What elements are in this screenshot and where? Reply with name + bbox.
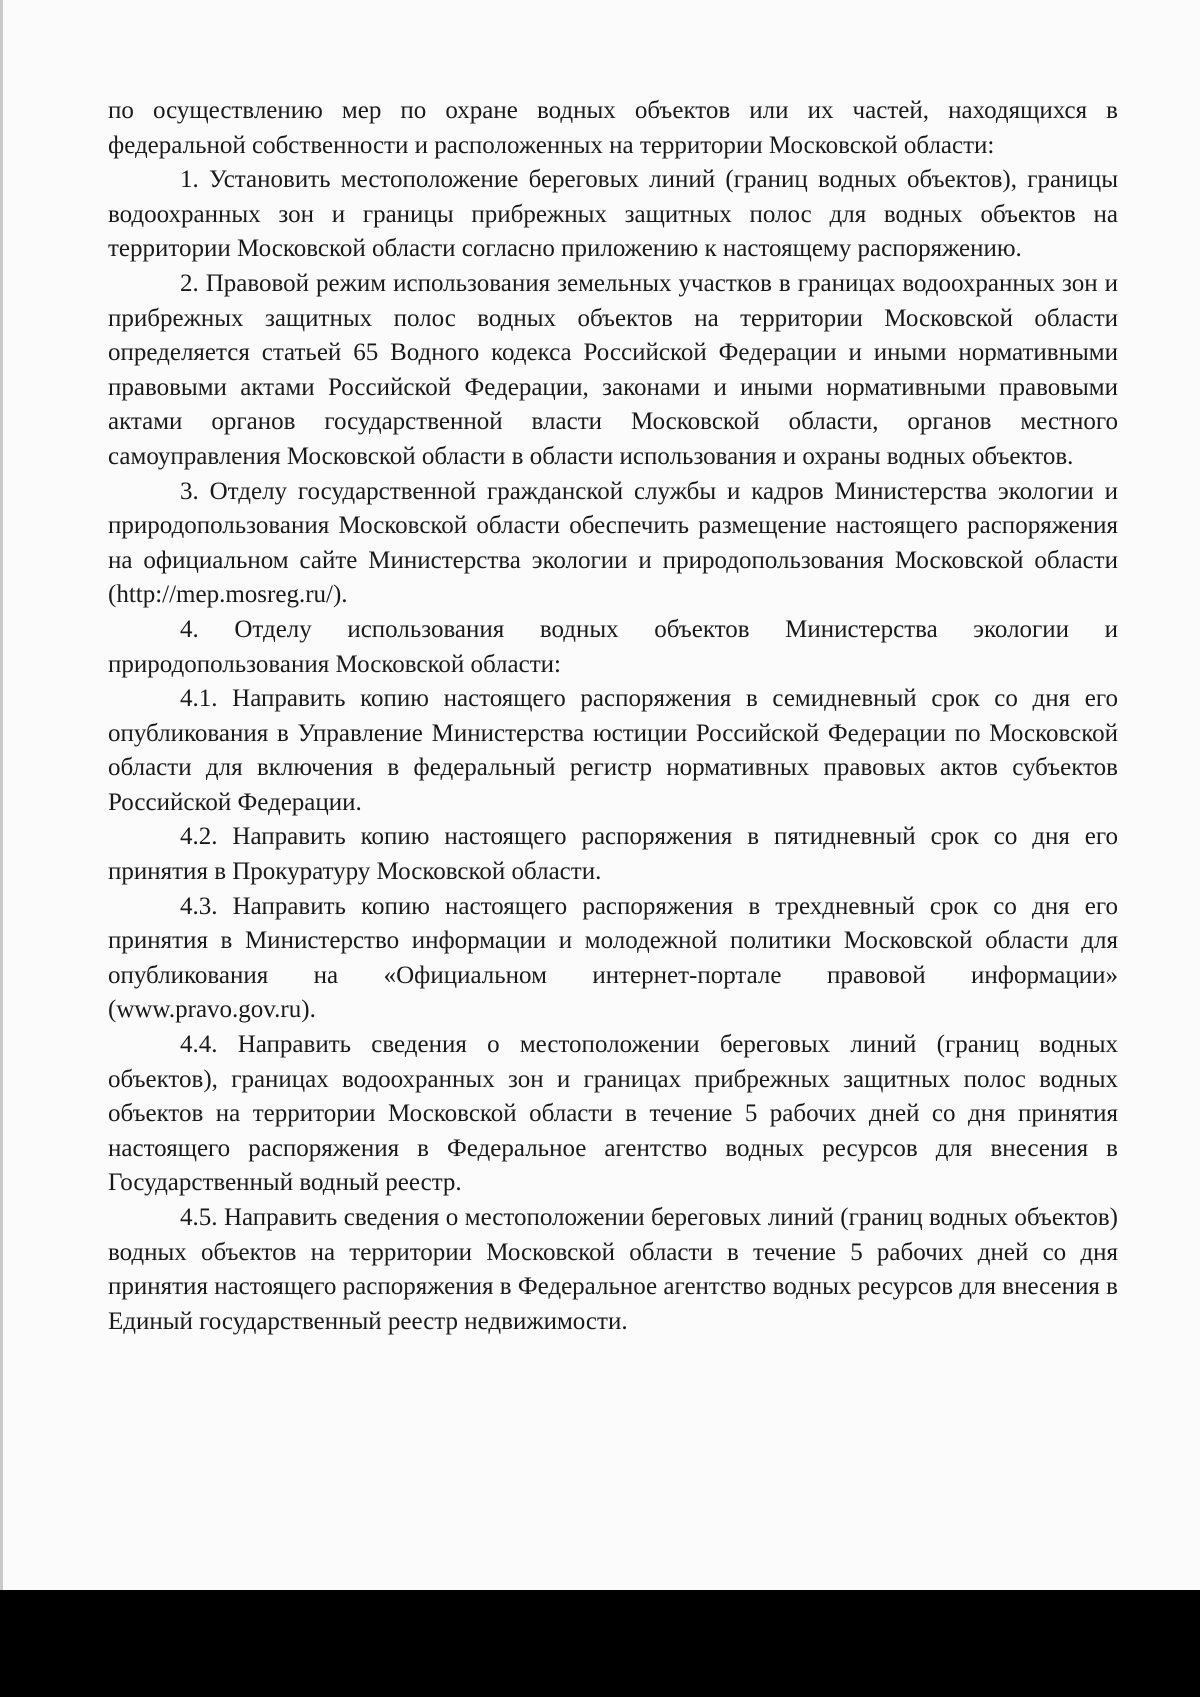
paragraph-4-4: 4.4. Направить сведения о местоположении береговых линий (границ водных объектов), границах водоохранных зон и границах прибрежных защитных полос водных объектов на территории Московской области в течение 5 рабочих дней со дня принятия настоящего распоряжения в Федеральное агентство водных ресурсов для внесения в Государственный водный реестр. (108, 1031, 1118, 1197)
intro-paragraph: по осуществлению мер по охране водных объектов или их частей, находящихся в федеральной собственности и расположенных на территории Московской области: (108, 97, 1118, 159)
paragraph-3: 3. Отделу государственной гражданской службы и кадров Министерства экологии и природопользования Московской области обеспечить размещение настоящего распоряжения на официальном сайте Министерства экологии и природопользования Московской области (http://mep.mosreg.ru/). (108, 477, 1118, 609)
paragraph-4-1: 4.1. Направить копию настоящего распоряжения в семидневный срок со дня его опубликования в Управление Министерства юстиции Российской Федерации по Московской области для включения в федеральный регистр нормативных правовых актов субъектов Российской Федерации. (108, 685, 1118, 816)
paragraph-4-3: 4.3. Направить копию настоящего распоряжения в трехдневный срок со дня его принятия в Министерство информации и молодежной политики Московской области для опубликования на «Официальном интернет-портале правовой информации» (www.pravo.gov.ru). (108, 892, 1118, 1024)
paragraph-2: 2. Правовой режим использования земельных участков в границах водоохранных зон и прибрежных защитных полос водных объектов на территории Московской области определяется статьей 65 Водного кодекса Российской Федерации и иными нормативными правовыми актами Российской Федерации, законами и иными нормативными правовыми актами органов государственной власти Московской области, органов местного самоуправления Московской области в области использования и охраны водных объектов. (108, 269, 1118, 470)
scan-bottom-bar (0, 1590, 1200, 1697)
paragraph-4: 4. Отделу использования водных объектов Министерства экологии и природопользования Московской области: (108, 615, 1118, 678)
scan-left-edge (0, 0, 3, 1590)
paragraph-4-5: 4.5. Направить сведения о местоположении береговых линий (границ водных объектов) водных объектов на территории Московской области в течение 5 рабочих дней со дня принятия настоящего распоряжения в Федеральное агентство водных ресурсов для внесения в Единый государственный реестр недвижимости. (108, 1204, 1118, 1335)
paragraph-4-2: 4.2. Направить копию настоящего распоряжения в пятидневный срок со дня его принятия в Прокуратуру Московской области. (108, 823, 1118, 886)
paragraph-1: 1. Установить местоположение береговых линий (границ водных объектов), границы водоохранных зон и границы прибрежных защитных полос для водных объектов на территории Московской области согласно приложению к настоящему распоряжению. (108, 166, 1118, 263)
document-body (108, 94, 1118, 1339)
